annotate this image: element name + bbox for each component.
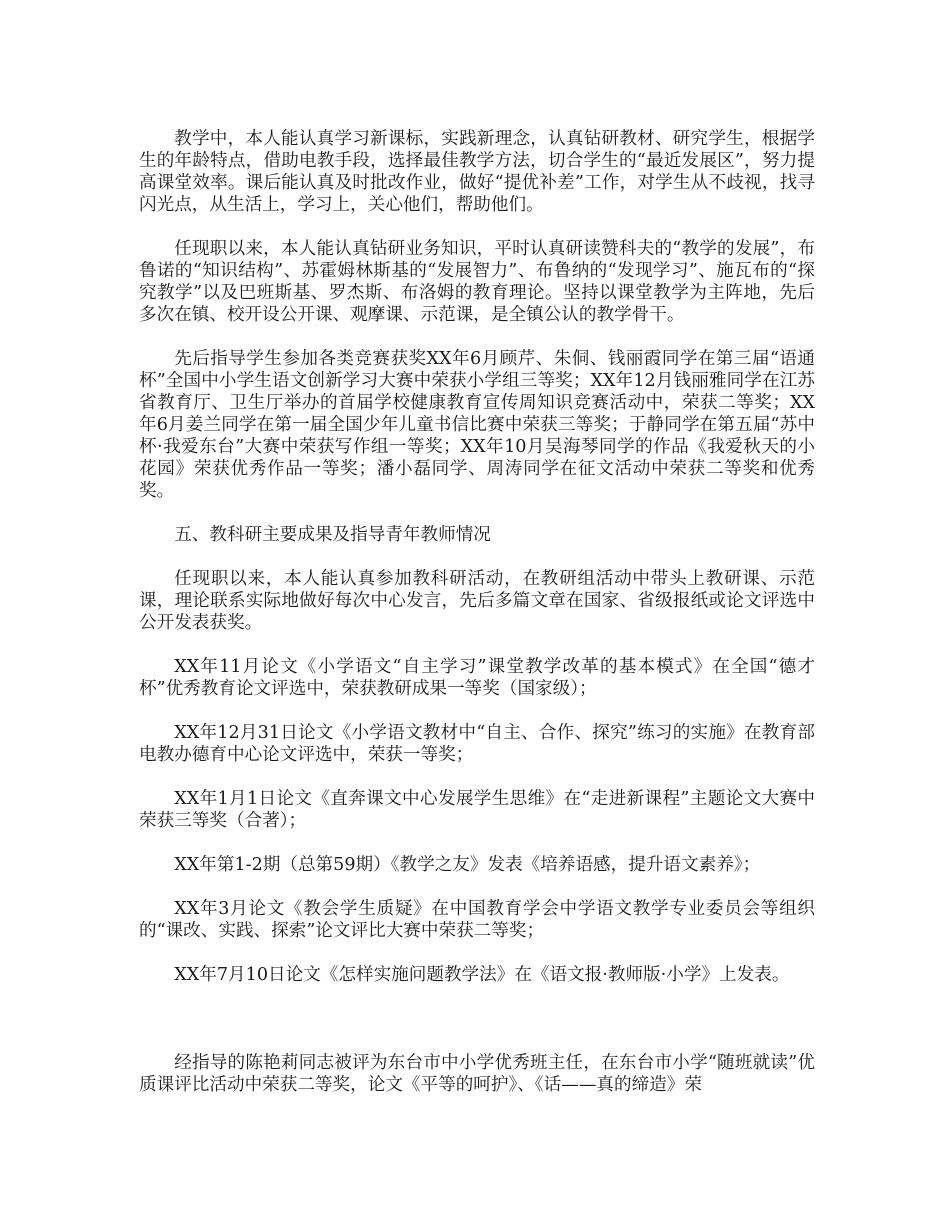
paragraph-teaching-practice: 教学中，本人能认真学习新课标，实践新理念，认真钻研教材、研究学生，根据学生的年龄特点，借助电教手段，选择最佳教学方法，切合学生的“最近发展区”，努力提高课堂效率。课后能认真及时批改作业，做好“提优补差”工作，对学生从不歧视，找寻闪光点，从生活上，学习上，关心他们，帮助他们。 [139, 129, 815, 215]
paragraph-paper-award-2: XX年12月31日论文《小学语文教材中“自主、合作、探究”练习的实施》在教育部电教办德育中心论文评选中，荣获一等奖； [139, 723, 815, 765]
paragraph-paper-award-3: XX年1月1日论文《直奔课文中心发展学生思维》在“走进新课程”主题论文大赛中荣获三等奖（合著）； [139, 789, 815, 831]
section-heading-research: 五、教科研主要成果及指导青年教师情况 [174, 525, 491, 545]
paragraph-publication-2: XX年7月10日论文《怎样实施问题教学法》在《语文报·教师版·小学》上发表。 [174, 965, 790, 985]
document-body [139, 128, 815, 1118]
paragraph-publication-1: XX年第1-2期（总第59期）《教学之友》发表《培养语感，提升语文素养》； [174, 855, 761, 875]
paragraph-professional-study: 任现职以来，本人能认真钻研业务知识，平时认真研读赞科夫的“教学的发展”，布鲁诺的“知识结构”、苏霍姆林斯基的“发展智力”、布鲁纳的“发现学习”、施瓦布的“探究教学”以及巴班斯基、罗杰斯、布洛姆的教育理论。坚持以课堂教学为主阵地，先后多次在镇、校开设公开课、观摩课、示范课，是全镇公认的教学骨干。 [139, 239, 815, 325]
paragraph-mentoring: 经指导的陈艳莉同志被评为东台市中小学优秀班主任，在东台市小学“随班就读”优质课评比活动中荣获二等奖，论文《平等的呵护》、《话——真的缔造》荣 [139, 1053, 815, 1095]
paragraph-paper-award-1: XX年11月论文《小学语文“自主学习”课堂教学改革的基本模式》在全国“德才杯”优秀教育论文评选中，荣获教研成果一等奖（国家级）； [139, 657, 815, 699]
paragraph-research-activities: 任现职以来，本人能认真参加教科研活动，在教研组活动中带头上教研课、示范课，理论联系实际地做好每次中心发言，先后多篇文章在国家、省级报纸或论文评选中公开发表获奖。 [139, 569, 815, 633]
paragraph-paper-award-4: XX年3月论文《教会学生质疑》在中国教育学会中学语文教学专业委员会等组织的“课改、实践、探索”论文评比大赛中荣获二等奖； [139, 899, 815, 941]
paragraph-student-awards: 先后指导学生参加各类竞赛获奖XX年6月顾芹、朱侗、钱丽霞同学在第三届“语通杯”全国中小学生语文创新学习大赛中荣获小学组三等奖；XX年12月钱丽雅同学在江苏省教育厅、卫生厅举办的首届学校健康教育宣传周知识竞赛活动中，荣获二等奖；XX年6月姜兰同学在第一届全国少年儿童书信比赛中荣获三等奖；于静同学在第五届“苏中杯·我爱东台”大赛中荣获写作组一等奖；XX年10月吴海琴同学的作品《我爱秋天的小花园》荣获优秀作品一等奖；潘小磊同学、周涛同学在征文活动中荣获二等奖和优秀奖。 [139, 349, 815, 501]
paragraph-spacer [139, 1008, 815, 1052]
